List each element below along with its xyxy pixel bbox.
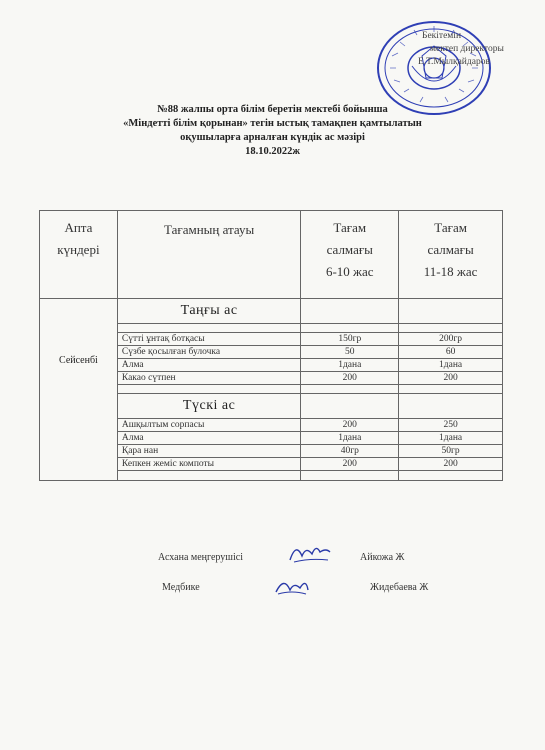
- empty-cell: [117, 385, 300, 394]
- weight-old: 200гр: [399, 333, 503, 346]
- header-day-line1: Апта: [64, 220, 93, 235]
- header-weight-young-line2: салмағы: [326, 242, 373, 257]
- handwritten-signature-nurse: [272, 574, 312, 600]
- header-menu-title: оқушыларға арналған күндік ас мәзірі: [180, 132, 365, 143]
- weight-young: 200: [301, 419, 399, 432]
- header-weight-old-line1: Тағам: [434, 220, 467, 235]
- empty-cell: [117, 471, 300, 481]
- weight-young: 1дана: [301, 359, 399, 372]
- header-day-line2: күндері: [57, 242, 100, 257]
- day-cell: Сейсенбі: [40, 299, 118, 481]
- weight-young: 200: [301, 458, 399, 471]
- table-header-row: [40, 211, 503, 299]
- approval-block: [402, 30, 542, 69]
- weight-old: 250: [399, 419, 503, 432]
- empty-cell: [117, 324, 300, 333]
- header-weight-young-line1: Тағам: [333, 220, 367, 235]
- header-weight-young-column: [301, 211, 399, 299]
- weight-old: 50гр: [399, 445, 503, 458]
- empty-cell: [301, 299, 399, 324]
- approval-position: мектеп директоры: [430, 44, 504, 54]
- header-day-column: [40, 211, 118, 299]
- header-weight-young-line3: 6-10 жас: [325, 264, 374, 279]
- header-dish-name-column: Тағамның атауы: [117, 211, 300, 299]
- signature-role-cook: Асхана меңгерушісі: [158, 552, 243, 563]
- header-weight-old-column: [399, 211, 503, 299]
- menu-table: [39, 210, 503, 481]
- dish-name: Какао сүтпен: [117, 372, 300, 385]
- signature-name-nurse: Жидебаева Ж: [370, 582, 429, 593]
- document-header: [0, 103, 545, 159]
- empty-cell: [399, 385, 503, 394]
- header-date: 18.10.2022ж: [245, 146, 300, 157]
- weight-old: 60: [399, 346, 503, 359]
- meal-title-lunch: Түскі ас: [117, 394, 300, 419]
- approval-name: Е.Т.Мылқайдаров: [418, 57, 490, 67]
- dish-name: Сүзбе қосылған булочка: [117, 346, 300, 359]
- dish-name: Қара нан: [117, 445, 300, 458]
- dish-name: Алма: [117, 432, 300, 445]
- weight-young: 200: [301, 372, 399, 385]
- header-weight-old-line2: салмағы: [427, 242, 474, 257]
- header-school: №88 жалпы орта білім беретін мектебі бойынша: [157, 104, 388, 115]
- dish-name: Кепкен жеміс компоты: [117, 458, 300, 471]
- meal-title-breakfast: Таңғы ас: [117, 299, 300, 324]
- dish-name: Сүтті ұнтақ ботқасы: [117, 333, 300, 346]
- empty-cell: [301, 385, 399, 394]
- empty-cell: [399, 324, 503, 333]
- handwritten-signature-cook: [286, 538, 334, 568]
- weight-young: 50: [301, 346, 399, 359]
- signature-role-nurse: Медбике: [162, 582, 200, 593]
- dish-name: Ашқылтым сорпасы: [117, 419, 300, 432]
- dish-name: Алма: [117, 359, 300, 372]
- empty-cell: [399, 299, 503, 324]
- weight-young: 1дана: [301, 432, 399, 445]
- empty-cell: [399, 471, 503, 481]
- signature-name-cook: Айкожа Ж: [360, 552, 405, 563]
- weight-old: 1дана: [399, 432, 503, 445]
- empty-cell: [301, 324, 399, 333]
- weight-young: 150гр: [301, 333, 399, 346]
- weight-old: 1дана: [399, 359, 503, 372]
- weight-old: 200: [399, 458, 503, 471]
- weight-young: 40гр: [301, 445, 399, 458]
- empty-cell: [301, 471, 399, 481]
- empty-cell: [399, 394, 503, 419]
- header-weight-old-line3: 11-18 жас: [423, 264, 478, 279]
- weight-old: 200: [399, 372, 503, 385]
- header-program: «Міндетті білім қорынан» тегін ыстық тамақпен қамтылатын: [123, 118, 422, 129]
- empty-cell: [301, 394, 399, 419]
- meal-title-row: [40, 299, 503, 324]
- approval-title: Бекітемін: [422, 31, 462, 41]
